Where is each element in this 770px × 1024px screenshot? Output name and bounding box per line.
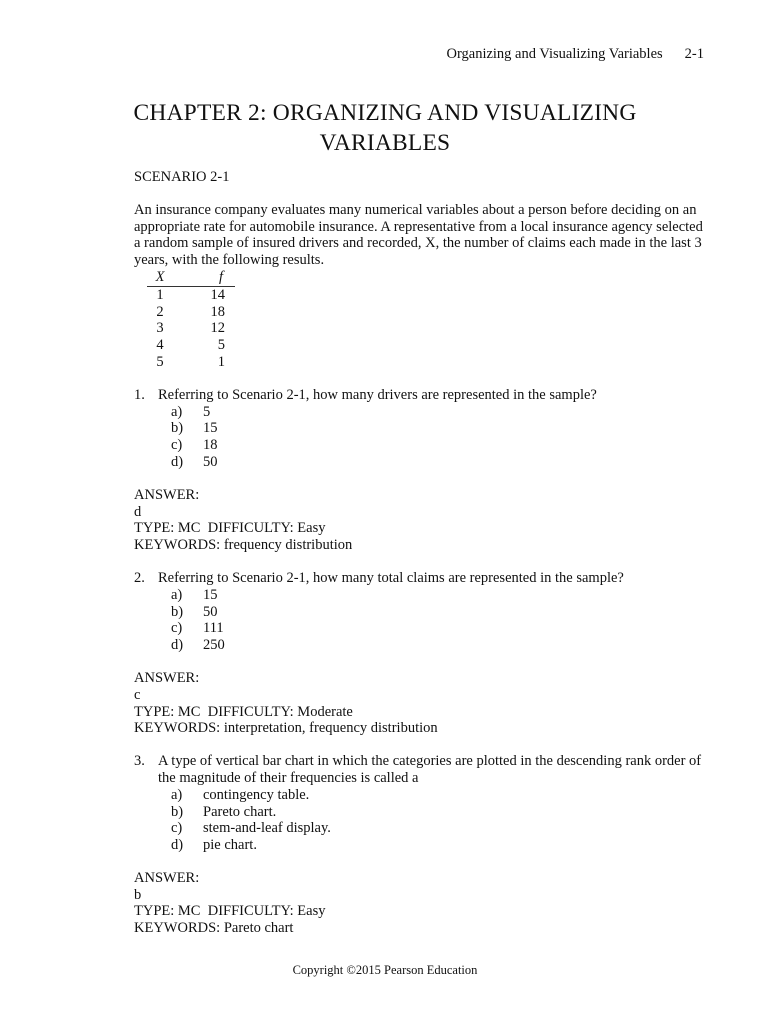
scenario-text: An insurance company evaluates many numerical variables about a person before deciding on an appropriate rate for automobile insurance. A representative from a local insurance agency selected a random sample of insured drivers and recorded, X, the number of claims each made in the last 3 years, with the following results. bbox=[134, 201, 703, 269]
option-letter: b) bbox=[171, 603, 184, 620]
option-d bbox=[171, 454, 709, 471]
running-header-title: Organizing and Visualizing Variables bbox=[446, 46, 663, 62]
option-b bbox=[171, 420, 709, 437]
option-letter: c) bbox=[171, 437, 183, 454]
question-number: 3. bbox=[134, 753, 145, 770]
copyright-footer: Copyright ©2015 Pearson Education bbox=[292, 963, 478, 977]
answer-value: c bbox=[134, 686, 141, 703]
option-text: 5 bbox=[203, 403, 211, 420]
chapter-title bbox=[0, 98, 770, 158]
option-letter: c) bbox=[171, 620, 183, 637]
option-a bbox=[171, 787, 709, 804]
option-c bbox=[171, 620, 709, 637]
answer-options bbox=[171, 787, 709, 854]
option-text: 250 bbox=[203, 637, 225, 654]
column-header-f: f bbox=[173, 269, 235, 286]
frequency-table bbox=[147, 269, 235, 371]
table-cell-x: 3 bbox=[156, 320, 164, 337]
type-difficulty: TYPE: MC DIFFICULTY: Easy bbox=[134, 903, 326, 920]
table-cell-x: 4 bbox=[156, 337, 164, 354]
table-row bbox=[147, 286, 235, 303]
answer-value: d bbox=[134, 503, 142, 520]
answer-block bbox=[134, 670, 709, 737]
option-text: 15 bbox=[203, 586, 218, 603]
type-difficulty: TYPE: MC DIFFICULTY: Moderate bbox=[134, 703, 353, 720]
page-content bbox=[134, 169, 709, 937]
table-cell-f: 18 bbox=[210, 303, 225, 320]
page-number: 2-1 bbox=[684, 46, 704, 62]
keywords: KEYWORDS: Pareto chart bbox=[134, 920, 294, 937]
question-3 bbox=[134, 753, 709, 937]
question-number: 1. bbox=[134, 386, 145, 403]
option-text: 18 bbox=[203, 437, 218, 454]
option-text: Pareto chart. bbox=[203, 803, 277, 820]
option-d bbox=[171, 837, 709, 854]
option-text: pie chart. bbox=[203, 837, 257, 854]
answer-options bbox=[171, 587, 709, 654]
question-text: Referring to Scenario 2-1, how many total claims are represented in the sample? bbox=[158, 569, 624, 586]
option-letter: a) bbox=[171, 586, 183, 603]
keywords: KEYWORDS: frequency distribution bbox=[134, 537, 353, 554]
table-row bbox=[147, 304, 235, 321]
table-cell-x: 2 bbox=[156, 303, 164, 320]
table-cell-f: 1 bbox=[217, 353, 225, 370]
option-text: 111 bbox=[203, 620, 224, 637]
table-cell-x: 1 bbox=[156, 286, 164, 303]
option-text: 50 bbox=[203, 453, 218, 470]
answer-label: ANSWER: bbox=[134, 486, 200, 503]
option-a bbox=[171, 404, 709, 421]
type-difficulty: TYPE: MC DIFFICULTY: Easy bbox=[134, 520, 326, 537]
answer-label: ANSWER: bbox=[134, 669, 200, 686]
option-c bbox=[171, 820, 709, 837]
question-1 bbox=[134, 387, 709, 554]
option-text: 50 bbox=[203, 603, 218, 620]
table-row bbox=[147, 337, 235, 354]
question-2 bbox=[134, 570, 709, 737]
option-c bbox=[171, 437, 709, 454]
question-stem bbox=[134, 387, 709, 404]
option-text: contingency table. bbox=[203, 786, 310, 803]
answer-block bbox=[134, 487, 709, 554]
chapter-title-line-1: CHAPTER 2: ORGANIZING AND VISUALIZING bbox=[133, 100, 637, 126]
scenario-title: SCENARIO 2-1 bbox=[134, 169, 230, 185]
answer-options bbox=[171, 404, 709, 471]
option-letter: a) bbox=[171, 786, 183, 803]
option-letter: b) bbox=[171, 420, 184, 437]
option-d bbox=[171, 637, 709, 654]
answer-label: ANSWER: bbox=[134, 869, 200, 886]
table-cell-f: 12 bbox=[210, 320, 225, 337]
option-letter: a) bbox=[171, 403, 183, 420]
question-number: 2. bbox=[134, 569, 145, 586]
question-text: Referring to Scenario 2-1, how many drivers are represented in the sample? bbox=[158, 386, 597, 403]
table-cell-f: 5 bbox=[217, 337, 225, 354]
option-b bbox=[171, 804, 709, 821]
answer-value: b bbox=[134, 886, 142, 903]
frequency-table-header bbox=[147, 269, 235, 286]
question-text: A type of vertical bar chart in which the categories are plotted in the descending rank order of the magnitude of their frequencies is called a bbox=[158, 753, 702, 786]
question-stem bbox=[134, 570, 709, 587]
option-letter: b) bbox=[171, 803, 184, 820]
option-text: 15 bbox=[203, 420, 218, 437]
table-cell-x: 5 bbox=[156, 353, 164, 370]
column-header-x: X bbox=[147, 269, 173, 286]
option-letter: d) bbox=[171, 453, 184, 470]
keywords: KEYWORDS: interpretation, frequency distribution bbox=[134, 720, 438, 737]
running-header bbox=[446, 46, 704, 63]
option-letter: d) bbox=[171, 837, 184, 854]
table-row bbox=[147, 320, 235, 337]
question-stem bbox=[134, 753, 709, 787]
option-letter: c) bbox=[171, 820, 183, 837]
option-a bbox=[171, 587, 709, 604]
option-text: stem-and-leaf display. bbox=[203, 820, 331, 837]
table-cell-f: 14 bbox=[210, 286, 225, 303]
option-letter: d) bbox=[171, 637, 184, 654]
option-b bbox=[171, 604, 709, 621]
answer-block bbox=[134, 870, 709, 937]
chapter-title-line-2: VARIABLES bbox=[319, 130, 451, 156]
table-row bbox=[147, 354, 235, 371]
